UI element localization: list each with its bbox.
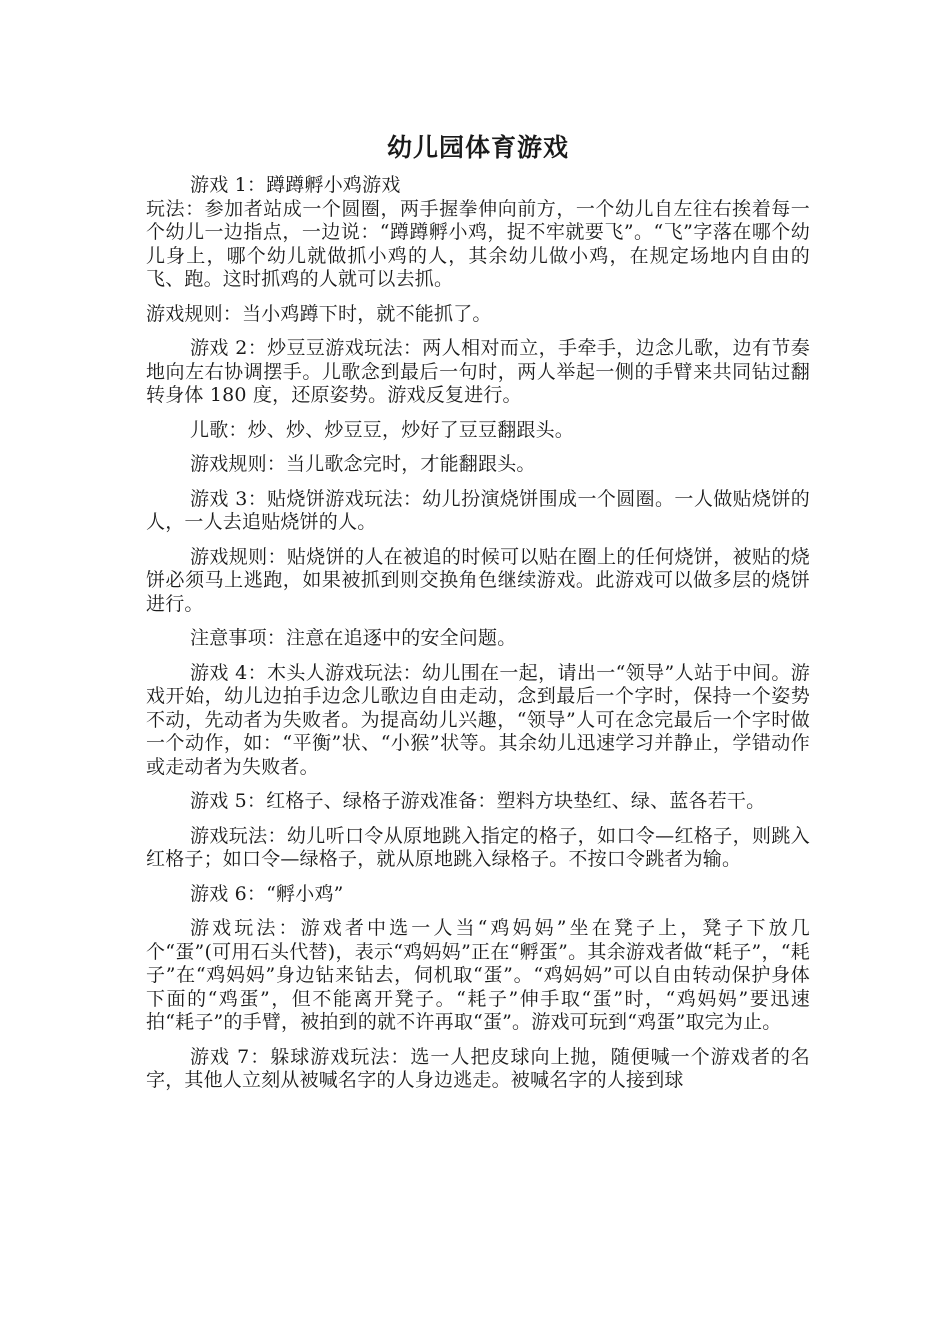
paragraph-game-5-play: 游戏玩法：幼儿听口令从原地跳入指定的格子，如口令—红格子，则跳入红格子；如口令—绿格子，就从原地跳入绿格子。不按口令跳者为输。 — [146, 824, 810, 870]
paragraph-game-5-prep: 游戏 5：红格子、绿格子游戏准备：塑料方块垫红、绿、蓝各若干。 — [190, 790, 766, 812]
paragraph-game-2-rules: 游戏规则：当儿歌念完时，才能翻跟头。 — [190, 453, 536, 475]
document-title: 幼儿园体育游戏 — [386, 133, 569, 162]
paragraph-game-3-rules: 游戏规则：贴烧饼的人在被追的时候可以贴在圈上的任何烧饼，被贴的烧饼必须马上逃跑，如果被抓到则交换角色继续游戏。此游戏可以做多层的烧饼进行。 — [146, 545, 810, 615]
paragraph-game-1-play: 玩法：参加者站成一个圆圈，两手握拳伸向前方，一个幼儿自左往右挨着每一个幼儿一边指点，一边说：“蹲蹲孵小鸡，捉不牢就要飞”。“飞”字落在哪个幼儿身上，哪个幼儿就做抓小鸡的人，其余幼儿做小鸡，在规定场地内自由的飞、跑。这时抓鸡的人就可以去抓。 — [146, 197, 810, 290]
paragraph-game-2-rhyme: 儿歌：炒、炒、炒豆豆，炒好了豆豆翻跟头。 — [190, 418, 575, 441]
paragraph-game-2-play: 游戏 2：炒豆豆游戏玩法：两人相对而立，手牵手，边念儿歌，边有节奏地向左右协调摆手。儿歌念到最后一句时，两人举起一侧的手臂来共同钻过翻转身体 180 度，还原姿势。游戏反复进行。 — [146, 337, 810, 406]
paragraph-game-7-play: 游戏 7：躲球游戏玩法：选一人把皮球向上抛，随便喊一个游戏者的名字，其他人立刻从被喊名字的人身边逃走。被喊名字的人接到球 — [146, 1045, 810, 1091]
paragraph-game-6-heading: 游戏 6：“孵小鸡” — [190, 882, 344, 905]
paragraph-game-3-play: 游戏 3：贴烧饼游戏玩法：幼儿扮演烧饼围成一个圆圈。一人做贴烧饼的人，一人去追贴烧饼的人。 — [146, 487, 810, 533]
paragraph-game-4-play: 游戏 4：木头人游戏玩法：幼儿围在一起，请出一“领导”人站于中间。游戏开始，幼儿边拍手边念儿歌边自由走动，念到最后一个字时，保持一个姿势不动，先动者为失败者。为提高幼儿兴趣，“领导”人可在念完最后一个字时做一个动作，如：“平衡”状、“小猴”状等。其余幼儿迅速学习并静止，学错动作或走动者为失败者。 — [146, 661, 810, 778]
paragraph-game-6-play: 游戏玩法：游戏者中选一人当“鸡妈妈”坐在凳子上，凳子下放几个“蛋”(可用石头代替)，表示“鸡妈妈”正在“孵蛋”。其余游戏者做“耗子”，“耗子”在“鸡妈妈”身边钻来钻去，伺机取“蛋”。“鸡妈妈”可以自由转动保护身体下面的“鸡蛋”，但不能离开凳子。“耗子”伸手取“蛋”时，“鸡妈妈”要迅速拍“耗子”的手臂，被拍到的就不许再取“蛋”。游戏可玩到“鸡蛋”取完为止。 — [146, 917, 810, 1033]
paragraph-game-1-heading: 游戏 1：蹲蹲孵小鸡游戏 — [190, 174, 401, 196]
paragraph-game-3-notes: 注意事项：注意在追逐中的安全问题。 — [190, 627, 517, 649]
paragraph-game-1-rules: 游戏规则：当小鸡蹲下时，就不能抓了。 — [146, 302, 492, 325]
